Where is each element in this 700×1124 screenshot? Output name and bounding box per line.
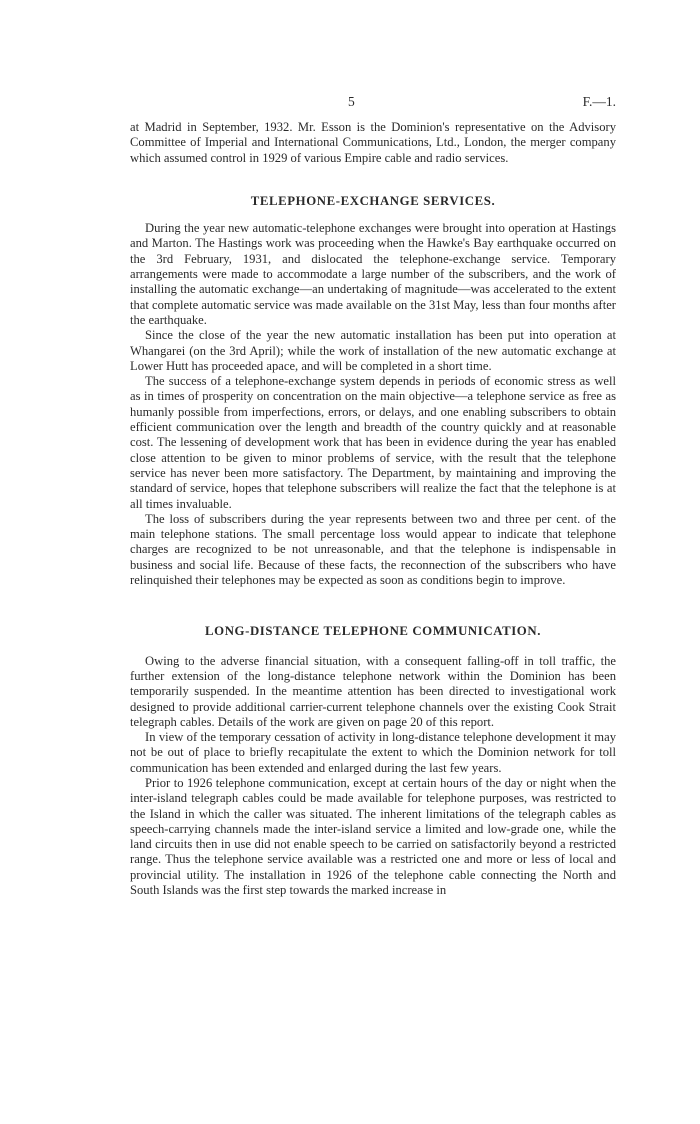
- exchange-paragraph: Since the close of the year the new automatic installation has been put into operation at Whangarei (on the 3rd April); while the work of installation of the new automatic exchange at Lower Hutt has proceeded apace, and will be completed in a short time.: [130, 328, 616, 373]
- running-header: [130, 94, 616, 110]
- exchange-paragraph: During the year new automatic-telephone exchanges were brought into operation at Hastings and Marton. The Hastings work was proceeding when the Hawke's Bay earthquake occurred on the 3rd February, 1931, and dislocated the telephone-exchange service. Temporary arrangements were made to accommodate a large number of the subscribers, and the work of installing the automatic exchange—an undertaking of magnitude—was accelerated to the extent that complete automatic service was made available on the 31st May, less than four months after the earthquake.: [130, 221, 616, 327]
- heading-long-distance-telephone-communication: LONG-DISTANCE TELEPHONE COMMUNICATION.: [205, 624, 541, 639]
- intro-paragraph: at Madrid in September, 1932. Mr. Esson is the Dominion's representative on the Advisory Committee of Imperial and International Communications, Ltd., London, the merger company which assumed control in 1929 of various Empire cable and radio services.: [130, 120, 616, 165]
- long-distance-paragraph: Owing to the adverse financial situation, with a consequent falling-off in toll traffic, the further extension of the long-distance telephone network within the Dominion has been temporarily suspended. In the meantime attention has been directed to investigational work designed to provide additional carrier-current telephone channels over the existing Cook Strait telegraph cables. Details of the work are given on page 20 of this report.: [130, 653, 616, 729]
- page-number: 5: [348, 94, 355, 109]
- exchange-paragraph: The success of a telephone-exchange system depends in periods of economic stress as well as in times of prosperity on concentration on the main objective—a telephone service as free as humanly possible from imperfections, errors, or delays, and one enabling subscribers to obtain efficient communication over the length and breadth of the country quickly and at reasonable cost. The lessening of development work that has been in evidence during the year has enabled close attention to be given to minor problems of service, with the result that the telephone service has never been more satisfactory. The Department, by maintaining and improving the standard of service, hopes that telephone subscribers will realize the fact that the telephone is at all times invaluable.: [130, 374, 616, 511]
- body-text: [130, 120, 616, 898]
- long-distance-paragraph: In view of the temporary cessation of activity in long-distance telephone development it may not be out of place to briefly recapitulate the extent to which the Dominion network for toll communication has been extended and enlarged during the last few years.: [130, 730, 616, 775]
- long-distance-paragraph: Prior to 1926 telephone communication, except at certain hours of the day or night when the inter-island telegraph cables could be made available for telephone purposes, was restricted to the Island in which the caller was situated. The inherent limitations of the telegraph cables as speech-carrying channels made the inter-island service a limited and low-grade one, while the land circuits then in use did not enable speech to be carried on satisfactorily beyond a restricted range. Thus the telephone service available was a restricted one and more or less of local and provincial utility. The installation in 1926 of the telephone cable connecting the North and South Islands was the first step towards the marked increase in: [130, 775, 616, 898]
- document-reference: F.—1.: [582, 94, 616, 109]
- exchange-paragraph: The loss of subscribers during the year represents between two and three per cent. of the main telephone stations. The small percentage loss would appear to indicate that telephone charges are recognized to be not unreasonable, and that the telephone is indispensable in business and social life. Because of these facts, the reconnection of the subscribers who have relinquished their telephones may be expected as soon as conditions begin to improve.: [130, 511, 616, 588]
- heading-telephone-exchange-services: TELEPHONE-EXCHANGE SERVICES.: [250, 193, 496, 208]
